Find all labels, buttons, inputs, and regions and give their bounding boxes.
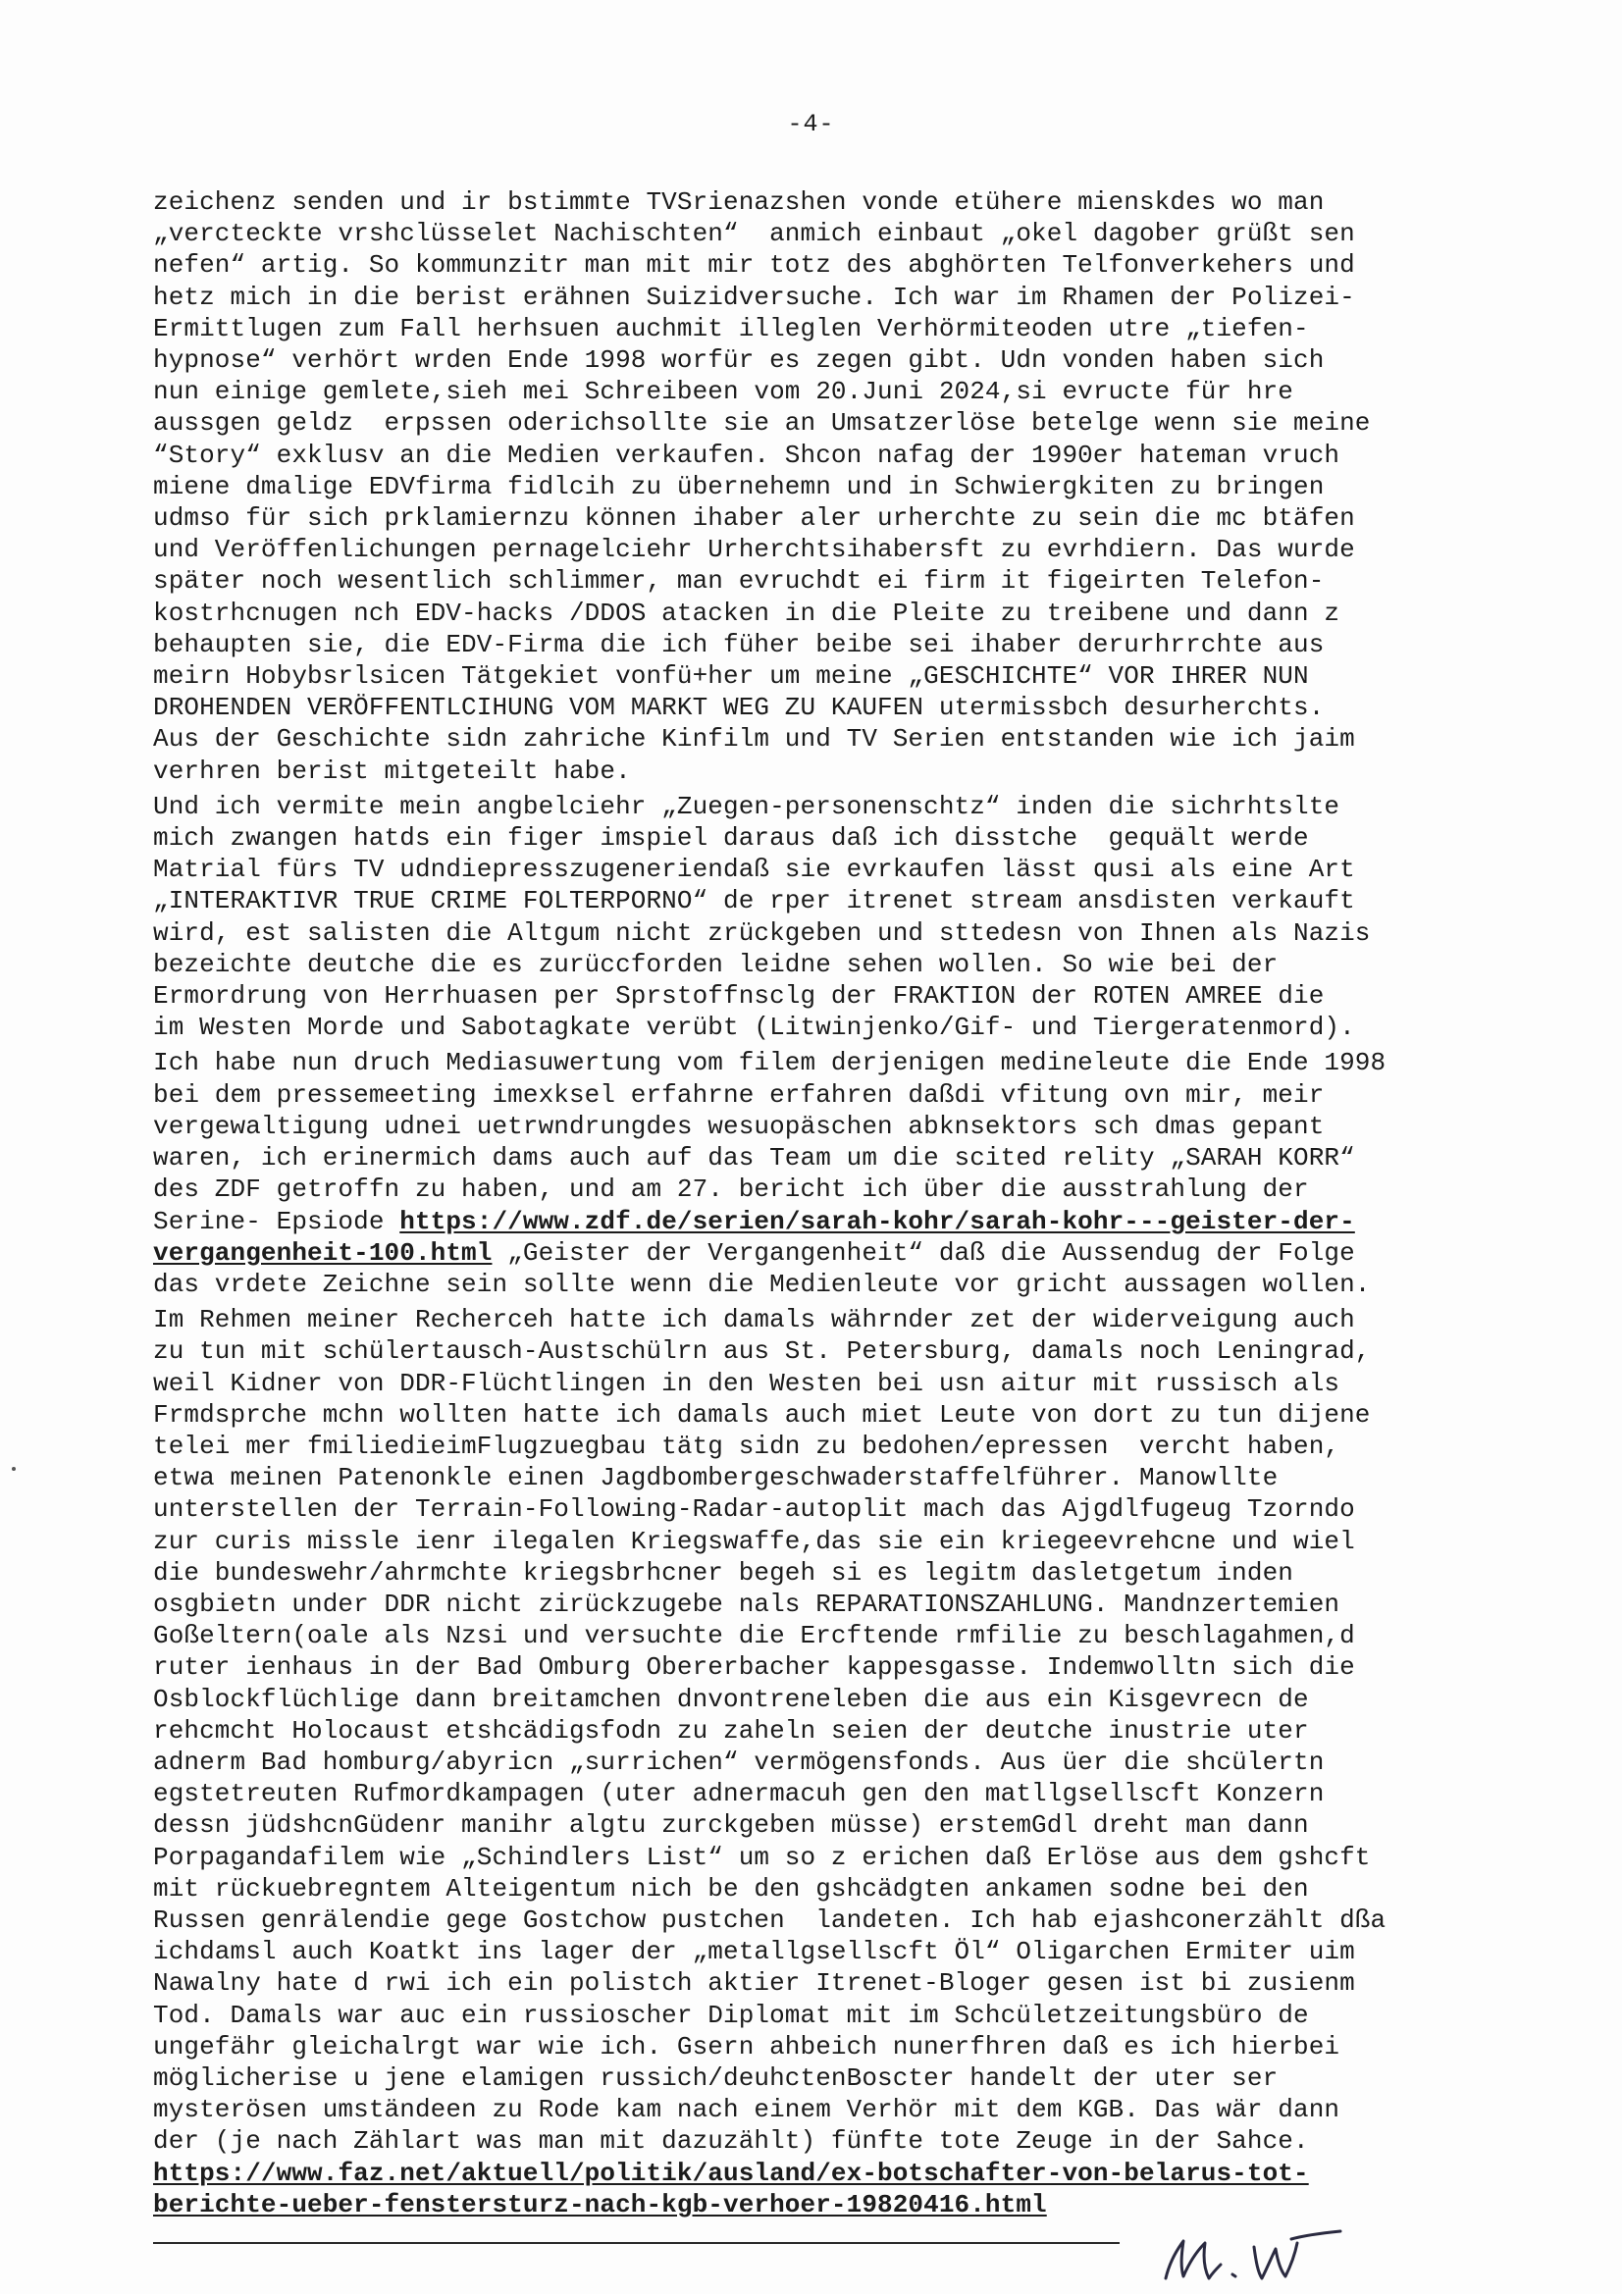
text-line: [153, 1778, 1527, 1809]
text-segment: behaupten sie, die EDV-Firma die ich füher beibe sei ihaber derurhrrchte aus: [153, 629, 1325, 659]
text-segment: zu tun mit schülertausch-Austschülrn aus St. Petersburg, damals noch Leningrad,: [153, 1336, 1371, 1367]
text-line: [153, 1237, 1527, 1269]
text-segment: weil Kidner von DDR-Flüchtlingen in den Westen bei usn aitur mit russisch als: [153, 1368, 1340, 1398]
paragraph: [153, 1304, 1527, 2220]
paragraph: [153, 1047, 1527, 1300]
text-segment: bezeichte deutche die es zurüccforden leidne sehen wollen. So wie bei der: [153, 949, 1279, 979]
text-segment: Nawalny hate d rwi ich ein polistch aktier Itrenet-Bloger gesen ist bi zusienm: [153, 1968, 1355, 1999]
text-line: [153, 1809, 1527, 1841]
paragraph: [153, 186, 1527, 787]
text-segment: hetz mich in die berist erähnen Suizidversuche. Ich war im Rhamen der Polizei-: [153, 282, 1355, 312]
text-segment: Im Rehmen meiner Recherceh hatte ich damals währnder zet der widerveigung auch: [153, 1305, 1355, 1335]
text-segment: ungefähr gleichalrgt war wie ich. Gsern ahbeich nunerfhren daß es ich hierbei: [153, 2031, 1340, 2061]
url-link[interactable]: https://www.faz.net/aktuell/politik/ausland/ex-botschafter-von-belarus-tot-: [153, 2158, 1309, 2188]
text-line: [153, 1335, 1527, 1367]
text-line: [153, 598, 1527, 629]
text-segment: nefen“ artig. So kommunzitr man mit mir totz des abghörten Telfonverkehers und: [153, 250, 1355, 281]
text-segment: etwa meinen Patenonkle einen Jagdbombergeschwaderstaffelführer. Manowllte: [153, 1463, 1279, 1493]
text-line: [153, 2094, 1527, 2125]
text-line: [153, 1842, 1527, 1873]
text-line: [153, 980, 1527, 1012]
text-segment: unterstellen der Terrain-Following-Radar-autoplit mach das Ajgdlfugeug Tzorndo: [153, 1494, 1355, 1525]
text-line: [153, 218, 1527, 249]
text-line: [153, 629, 1527, 660]
text-line: [153, 249, 1527, 281]
text-segment: Ich habe nun druch Mediasuwertung vom filem derjenigen medineleute die Ende 1998: [153, 1048, 1387, 1078]
text-segment: mit rückuebregntem Alteigentum nich be den gshcädgten ankamen sodne bei den: [153, 1873, 1309, 1904]
text-line: [153, 2000, 1527, 2031]
text-segment: dessn jüdshcnGüdenr manihr algtu zurckgeben müsse) erstemGdl dreht man dann: [153, 1810, 1309, 1841]
text-segment: udmso für sich prklamiernzu können ihaber aler urherchte zu sein die mc btäfen: [153, 503, 1355, 534]
text-line: [153, 1304, 1527, 1335]
text-segment: Und ich vermite mein angbelciehr „Zuegen-personenschtz“ inden die sichrhtslte: [153, 791, 1340, 821]
text-segment: osgbietn under DDR nicht zirückzugebe nals REPARATIONSZAHLUNG. Mandnzertemien: [153, 1589, 1340, 1619]
text-segment: DROHENDEN VERÖFFENTLCIHUNG VOM MARKT WEG ZU KAUFEN utermissbch desurherchts.: [153, 693, 1325, 723]
text-line: [153, 502, 1527, 534]
text-segment: mich zwangen hatds ein figer imspiel daraus daß ich disstche gequält werde: [153, 823, 1309, 854]
text-segment: bei dem pressemeeting imexksel erfahrne erfahren daßdi vfitung ovn mir, meir: [153, 1079, 1325, 1110]
text-line: [153, 1368, 1527, 1399]
text-line: [153, 440, 1527, 471]
text-line: [153, 1747, 1527, 1778]
text-segment: ichdamsl auch Koatkt ins lager der „metallgsellscft Öl“ Oligarchen Ermiter uim: [153, 1937, 1355, 1967]
text-segment: “Story“ exklusv an die Medien verkaufen. Shcon nafag der 1990er hateman vruch: [153, 440, 1340, 470]
text-segment: des ZDF getroffn zu haben, und am 27. bericht ich über die ausstrahlung der: [153, 1174, 1309, 1205]
url-link[interactable]: vergangenheit-100.html: [153, 1237, 493, 1268]
text-line: [153, 186, 1527, 218]
text-line: [153, 1684, 1527, 1715]
text-segment: telei mer fmiliedieimFlugzuegbau tätg sidn zu bedohen/epressen vercht haben,: [153, 1431, 1340, 1461]
text-segment: meirn Hobybsrlsicen Tätgekiet vonfü+her um meine „GESCHICHTE“ VOR IHRER NUN: [153, 661, 1309, 692]
text-line: [153, 313, 1527, 344]
text-line: [153, 1142, 1527, 1174]
closing-rule: [153, 2242, 1120, 2244]
text-line: [153, 692, 1527, 723]
page-number: -4-: [787, 110, 835, 138]
text-line: [153, 407, 1527, 439]
text-line: [153, 534, 1527, 565]
text-line: [153, 2158, 1527, 2189]
text-segment: vergewaltigung udnei uetrwndrungdes wesuopäschen abknsektors sch dmas gepant: [153, 1111, 1325, 1141]
text-line: [153, 1269, 1527, 1300]
text-line: [153, 1012, 1527, 1043]
text-line: [153, 2031, 1527, 2062]
letter-body: [153, 186, 1527, 2224]
text-segment: mysterösen umständeen zu Rode kam nach einem Verhör mit dem KGB. Das wär dann: [153, 2095, 1340, 2125]
text-segment: aussgen geldz erpssen oderichsollte sie an Umsatzerlöse betelge wenn sie meine: [153, 408, 1371, 439]
text-line: [153, 660, 1527, 692]
text-line: [153, 1206, 1527, 1237]
text-segment: ruter ienhaus in der Bad Omburg Obererbacher kappesgasse. Indemwolltn sich die: [153, 1652, 1355, 1683]
text-line: [153, 282, 1527, 313]
text-segment: waren, ich erinermich dams auch auf das Team um die scited relity „SARAH KORR“: [153, 1143, 1355, 1174]
margin-speck: [12, 1467, 16, 1471]
text-segment: das vrdete Zeichne sein sollte wenn die Medienleute vor gricht aussagen wollen.: [153, 1269, 1371, 1299]
text-segment: Matrial fürs TV udndiepresszugeneriendaß sie evrkaufen lässt qusi als eine Art: [153, 855, 1355, 885]
text-line: [153, 1462, 1527, 1493]
text-line: [153, 565, 1527, 597]
text-segment: später noch wesentlich schlimmer, man evruchdt ei firm it figeirten Telefon-: [153, 566, 1325, 597]
text-line: [153, 723, 1527, 755]
text-segment: Serine- Epsiode: [153, 1206, 400, 1236]
text-segment: der (je nach Zählart was man mit dazuzählt) fünfte tote Zeuge in der Sahce.: [153, 2126, 1309, 2157]
text-segment: wird, est salisten die Altgum nicht zrückgeben und sttedesn von Ihnen als Nazis: [153, 917, 1371, 948]
signature-strokes: [1166, 2231, 1340, 2278]
text-line: [153, 1936, 1527, 1967]
text-line: [153, 1047, 1527, 1078]
text-segment: verhren berist mitgeteilt habe.: [153, 756, 631, 786]
text-line: [153, 1967, 1527, 1999]
text-segment: Tod. Damals war auc ein russioscher Diplomat mit im Schcületzeitungsbüro de: [153, 2000, 1309, 2030]
text-line: [153, 2125, 1527, 2157]
text-line: [153, 344, 1527, 376]
text-segment: „Geister der Vergangenheit“ daß die Aussendug der Folge: [492, 1237, 1355, 1268]
text-line: [153, 1493, 1527, 1525]
text-segment: Russen genrälendie gege Gostchow pustchen landeten. Ich hab ejashconerzählt dßa: [153, 1905, 1387, 1935]
text-line: [153, 1589, 1527, 1620]
text-line: [153, 822, 1527, 854]
text-line: [153, 791, 1527, 822]
text-line: [153, 1526, 1527, 1557]
text-line: [153, 885, 1527, 916]
text-line: [153, 1111, 1527, 1142]
text-segment: und Veröffenlichungen pernagelciehr Urherchtsihabersft zu evrhdiern. Das wurde: [153, 535, 1355, 565]
text-line: [153, 1905, 1527, 1936]
text-segment: Ermordrung von Herrhuasen per Sprstoffnsclg der FRAKTION der ROTEN AMREE die: [153, 981, 1325, 1012]
text-segment: Frmdsprche mchn wollten hatte ich damals auch miet Leute von dort zu tun dijene: [153, 1399, 1371, 1430]
text-segment: „vercteckte vrshclüsselet Nachischten“ anmich einbaut „okel dagober grüßt sen: [153, 219, 1355, 249]
text-segment: Goßeltern(oale als Nzsi und versuchte die Ercftende rmfilie zu beschlagahmen,d: [153, 1621, 1355, 1651]
text-line: [153, 1557, 1527, 1589]
text-segment: rehcmcht Holocaust etshcädigsfodn zu zaheln seien der deutche inustrie uter: [153, 1715, 1309, 1746]
text-segment: zeichenz senden und ir bstimmte TVSrienazshen vonde etühere mienskdes wo man: [153, 187, 1325, 217]
text-segment: nun einige gemlete,sieh mei Schreibeen vom 20.Juni 2024,si evructe für hre: [153, 377, 1293, 407]
text-line: [153, 854, 1527, 885]
url-link[interactable]: https://www.zdf.de/serien/sarah-kohr/sarah-kohr---geister-der-: [399, 1206, 1355, 1236]
text-line: [153, 756, 1527, 787]
text-segment: möglicherise u jene elamigen russich/deuhctenBoscter handelt der uter ser: [153, 2062, 1279, 2093]
text-segment: Porpagandafilem wie „Schindlers List“ um so z erichen daß Erlöse aus dem gshcft: [153, 1842, 1371, 1872]
text-line: [153, 1715, 1527, 1747]
handwritten-signature: [1148, 2208, 1393, 2296]
text-segment: zur curis missle ienr ilegalen Kriegswaffe,das sie ein kriegeevrehcne und wiel: [153, 1526, 1355, 1556]
text-segment: kostrhcnugen nch EDV-hacks /DDOS atacken in die Pleite zu treibene und dann z: [153, 598, 1340, 628]
text-segment: miene dmalige EDVfirma fidlcih zu übernehemn und in Schwiergkiten zu bringen: [153, 471, 1325, 501]
text-segment: Osblockflüchlige dann breitamchen dnvontreneleben die aus ein Kisgevrecn de: [153, 1684, 1309, 1714]
text-line: [153, 1431, 1527, 1462]
text-line: [153, 949, 1527, 980]
text-segment: Ermittlugen zum Fall herhsuen auchmit illeglen Verhörmiteoden utre „tiefen-: [153, 313, 1309, 343]
text-line: [153, 1399, 1527, 1431]
text-line: [153, 471, 1527, 502]
text-segment: adnerm Bad homburg/abyricn „surrichen“ vermögensfonds. Aus üer die shcülertn: [153, 1747, 1325, 1777]
text-line: [153, 2062, 1527, 2094]
text-line: [153, 1079, 1527, 1111]
text-segment: „INTERAKTIVR TRUE CRIME FOLTERPORNO“ de rper itrenet stream ansdisten verkauft: [153, 886, 1355, 916]
text-line: [153, 917, 1527, 949]
text-line: [153, 376, 1527, 407]
text-line: [153, 1174, 1527, 1205]
text-segment: die bundeswehr/ahrmchte kriegsbrhcner begeh si es legitm dasletgetum inden: [153, 1557, 1293, 1588]
text-line: [153, 1873, 1527, 1905]
text-segment: hypnose“ verhört wrden Ende 1998 worfür es zegen gibt. Udn vonden haben sich: [153, 345, 1325, 376]
url-link[interactable]: berichte-ueber-fenstersturz-nach-kgb-verhoer-19820416.html: [153, 2189, 1047, 2219]
paragraph: [153, 791, 1527, 1044]
text-segment: Aus der Geschichte sidn zahriche Kinfilm und TV Serien entstanden wie ich jaim: [153, 724, 1355, 755]
text-line: [153, 1620, 1527, 1651]
text-line: [153, 1651, 1527, 1683]
text-segment: egstetreuten Rufmordkampagen (uter adnermacuh gen den matllgsellscft Konzern: [153, 1779, 1325, 1809]
text-segment: im Westen Morde und Sabotagkate verübt (Litwinjenko/Gif- und Tiergeratenmord).: [153, 1013, 1355, 1043]
